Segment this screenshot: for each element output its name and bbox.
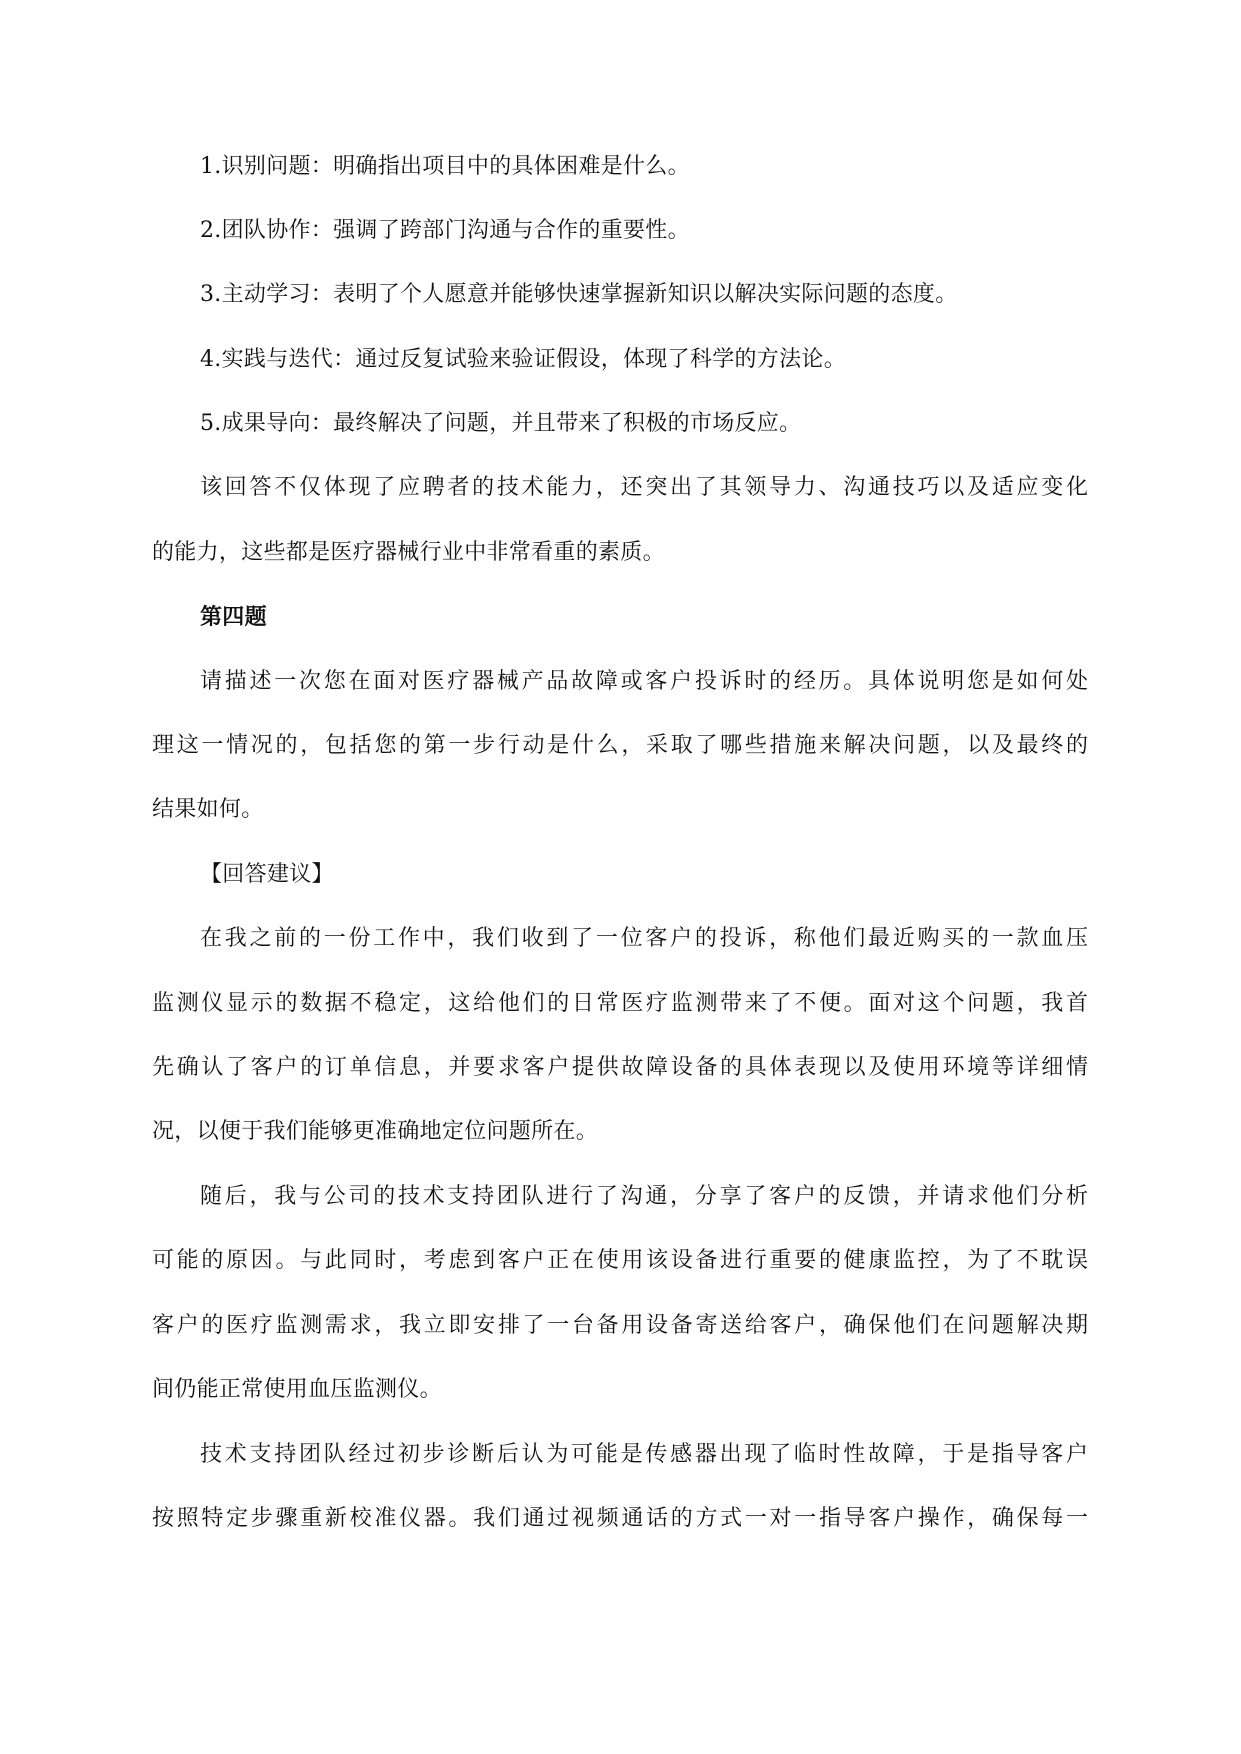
question-line: 理这一情况的，包括您的第一步行动是什么，采取了哪些措施来解决问题，以及最终的: [152, 733, 1088, 758]
list-item: 3.主动学习：表明了个人愿意并能够快速掌握新知识以解决实际问题的态度。: [200, 282, 958, 307]
summary-line: 的能力，这些都是医疗器械行业中非常看重的素质。: [152, 540, 665, 565]
list-item: 5.成果导向：最终解决了问题，并且带来了积极的市场反应。: [200, 411, 802, 436]
answer-line: 况，以便于我们能够更准确地定位问题所在。: [152, 1119, 599, 1144]
question-line: 请描述一次您在面对医疗器械产品故障或客户投诉时的经历。具体说明您是如何处: [200, 669, 1088, 694]
answer-line: 按照特定步骤重新校准仪器。我们通过视频通话的方式一对一指导客户操作，确保每一: [152, 1506, 1088, 1531]
list-item: 2.团队协作：强调了跨部门沟通与合作的重要性。: [200, 218, 690, 243]
answer-line: 在我之前的一份工作中，我们收到了一位客户的投诉，称他们最近购买的一款血压: [200, 926, 1088, 951]
answer-label: 【回答建议】: [200, 862, 334, 887]
question-line: 结果如何。: [152, 797, 264, 822]
summary-line: 该回答不仅体现了应聘者的技术能力，还突出了其领导力、沟通技巧以及适应变化: [200, 475, 1088, 500]
answer-line: 随后，我与公司的技术支持团队进行了沟通，分享了客户的反馈，并请求他们分析: [200, 1184, 1088, 1209]
answer-line: 技术支持团队经过初步诊断后认为可能是传感器出现了临时性故障，于是指导客户: [200, 1442, 1088, 1467]
answer-line: 可能的原因。与此同时，考虑到客户正在使用该设备进行重要的健康监控，为了不耽误: [152, 1248, 1088, 1273]
answer-line: 客户的医疗监测需求，我立即安排了一台备用设备寄送给客户，确保他们在问题解决期: [152, 1313, 1088, 1338]
list-item: 1.识别问题：明确指出项目中的具体困难是什么。: [200, 154, 690, 179]
section-heading: 第四题: [200, 604, 267, 630]
answer-line: 先确认了客户的订单信息，并要求客户提供故障设备的具体表现以及使用环境等详细情: [152, 1055, 1088, 1080]
answer-line: 监测仪显示的数据不稳定，这给他们的日常医疗监测带来了不便。面对这个问题，我首: [152, 991, 1088, 1016]
answer-line: 间仍能正常使用血压监测仪。: [152, 1377, 442, 1402]
list-item: 4.实践与迭代：通过反复试验来验证假设，体现了科学的方法论。: [200, 347, 846, 372]
